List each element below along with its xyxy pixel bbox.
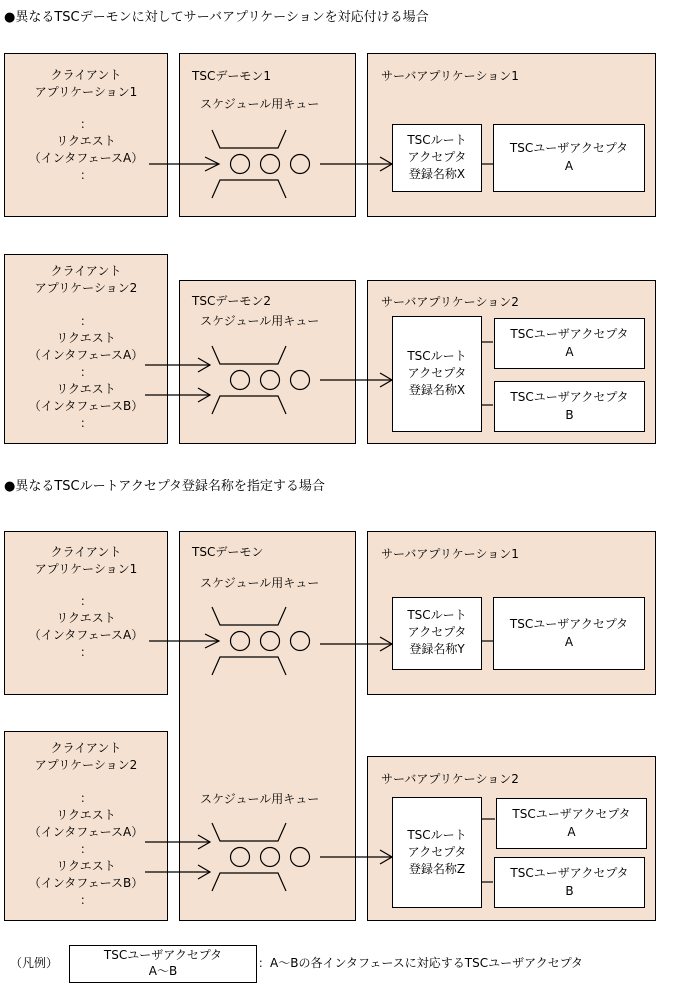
user-acceptor-label: TSCユーザアクセプタ xyxy=(512,807,631,821)
ellipsis: ： xyxy=(79,893,92,907)
interface-label: （インタフェースB） xyxy=(28,876,144,890)
client-title: クライアント xyxy=(50,68,122,82)
legend-label: （凡例） xyxy=(10,956,59,970)
root-acceptor-label: アクセプタ xyxy=(407,845,467,859)
root-acceptor-label: アクセプタ xyxy=(407,366,467,380)
server-title: サーバアプリケーション2 xyxy=(381,295,519,309)
root-acceptor-label: TSCルート xyxy=(407,828,467,842)
legend-box-range: A～B xyxy=(148,964,178,978)
client-app-2-box xyxy=(4,254,168,444)
server-title: サーバアプリケーション1 xyxy=(381,69,519,83)
ellipsis: ： xyxy=(79,416,92,430)
request-label: リクエスト xyxy=(56,134,116,148)
server-title: サーバアプリケーション1 xyxy=(381,547,519,561)
schedule-queue-label: スケジュール用キュー xyxy=(200,97,320,111)
client-title: アプリケーション2 xyxy=(34,758,138,772)
interface-id: A xyxy=(567,825,576,839)
interface-id: A xyxy=(565,345,574,359)
interface-label: （インタフェースB） xyxy=(28,399,144,413)
root-acceptor-label: アクセプタ xyxy=(407,150,467,164)
server-app-1-box xyxy=(367,53,656,217)
ellipsis: ： xyxy=(79,645,92,659)
server-app-2-box xyxy=(367,756,656,921)
section1-heading: ●異なるTSCデーモンに対してサーバアプリケーションを対応付ける場合 xyxy=(4,10,429,25)
client-title: クライアント xyxy=(50,264,122,278)
user-acceptor-label: TSCユーザアクセプタ xyxy=(509,617,629,631)
interface-id: B xyxy=(565,408,574,422)
root-acceptor-box xyxy=(392,597,482,670)
tsc-daemon-1-box xyxy=(179,53,356,217)
root-acceptor-box xyxy=(392,124,482,192)
client-title: クライアント xyxy=(50,545,122,559)
interface-label: （インタフェースA） xyxy=(28,151,144,165)
root-acceptor-box xyxy=(392,316,482,432)
interface-id: A xyxy=(564,159,574,173)
user-acceptor-a-box xyxy=(496,798,647,849)
user-acceptor-b-box xyxy=(494,381,645,432)
client-title: アプリケーション1 xyxy=(34,85,138,99)
user-acceptor-b-box xyxy=(494,857,645,908)
ellipsis: ： xyxy=(79,791,92,805)
tsc-daemon-box xyxy=(179,531,356,921)
tsc-daemon-2-box xyxy=(179,280,356,444)
interface-label: （インタフェースA） xyxy=(28,348,144,362)
server-app-1-box xyxy=(367,531,656,695)
legend-box-title: TSCユーザアクセプタ xyxy=(103,948,223,962)
daemon-title: TSCデーモン1 xyxy=(192,69,271,83)
ellipsis: ： xyxy=(79,842,92,856)
ellipsis: ： xyxy=(79,314,92,328)
request-label: リクエスト xyxy=(56,859,116,873)
user-acceptor-a-box xyxy=(493,124,645,192)
ellipsis: ： xyxy=(79,594,92,608)
root-acceptor-label: TSCルート xyxy=(407,608,467,622)
root-acceptor-box xyxy=(392,797,482,908)
daemon-title: TSCデーモン2 xyxy=(192,294,271,308)
request-label: リクエスト xyxy=(56,808,116,822)
section2-heading: ●異なるTSCルートアクセプタ登録名称を指定する場合 xyxy=(4,479,325,494)
interface-label: （インタフェースA） xyxy=(28,628,144,642)
legend-sample-box xyxy=(69,945,257,983)
server-title: サーバアプリケーション2 xyxy=(381,772,519,786)
root-acceptor-label: TSCルート xyxy=(407,133,467,147)
registration-name: 登録名称X xyxy=(408,167,466,181)
interface-id: B xyxy=(565,884,574,898)
schedule-queue-label: スケジュール用キュー xyxy=(200,792,320,806)
ellipsis: ： xyxy=(79,365,92,379)
server-app-2-box xyxy=(367,280,656,444)
user-acceptor-a-box xyxy=(494,318,645,369)
registration-name: 登録名称Z xyxy=(408,862,466,876)
legend-description: ：A～Bの各インタフェースに対応するTSCユーザアクセプタ xyxy=(258,956,583,970)
client-title: クライアント xyxy=(50,741,122,755)
schedule-queue-label: スケジュール用キュー xyxy=(200,576,320,590)
ellipsis: ： xyxy=(79,168,92,182)
schedule-queue-label: スケジュール用キュー xyxy=(200,314,320,328)
daemon-title: TSCデーモン xyxy=(192,545,264,559)
user-acceptor-a-box xyxy=(493,597,645,670)
interface-label: （インタフェースA） xyxy=(28,825,144,839)
user-acceptor-label: TSCユーザアクセプタ xyxy=(510,866,629,880)
root-acceptor-label: TSCルート xyxy=(407,349,467,363)
client-title: アプリケーション1 xyxy=(34,562,138,576)
root-acceptor-label: アクセプタ xyxy=(407,625,467,639)
request-label: リクエスト xyxy=(56,331,116,345)
user-acceptor-label: TSCユーザアクセプタ xyxy=(510,390,629,404)
client-app-2-box xyxy=(4,731,168,921)
client-app-1-box xyxy=(4,53,168,217)
user-acceptor-label: TSCユーザアクセプタ xyxy=(509,141,629,155)
client-title: アプリケーション2 xyxy=(34,281,138,295)
ellipsis: ： xyxy=(79,117,92,131)
registration-name: 登録名称X xyxy=(408,383,466,397)
request-label: リクエスト xyxy=(56,382,116,396)
interface-id: A xyxy=(564,635,574,649)
user-acceptor-label: TSCユーザアクセプタ xyxy=(510,327,629,341)
client-app-1-box xyxy=(4,531,168,695)
registration-name: 登録名称Y xyxy=(409,642,465,656)
request-label: リクエスト xyxy=(56,611,116,625)
